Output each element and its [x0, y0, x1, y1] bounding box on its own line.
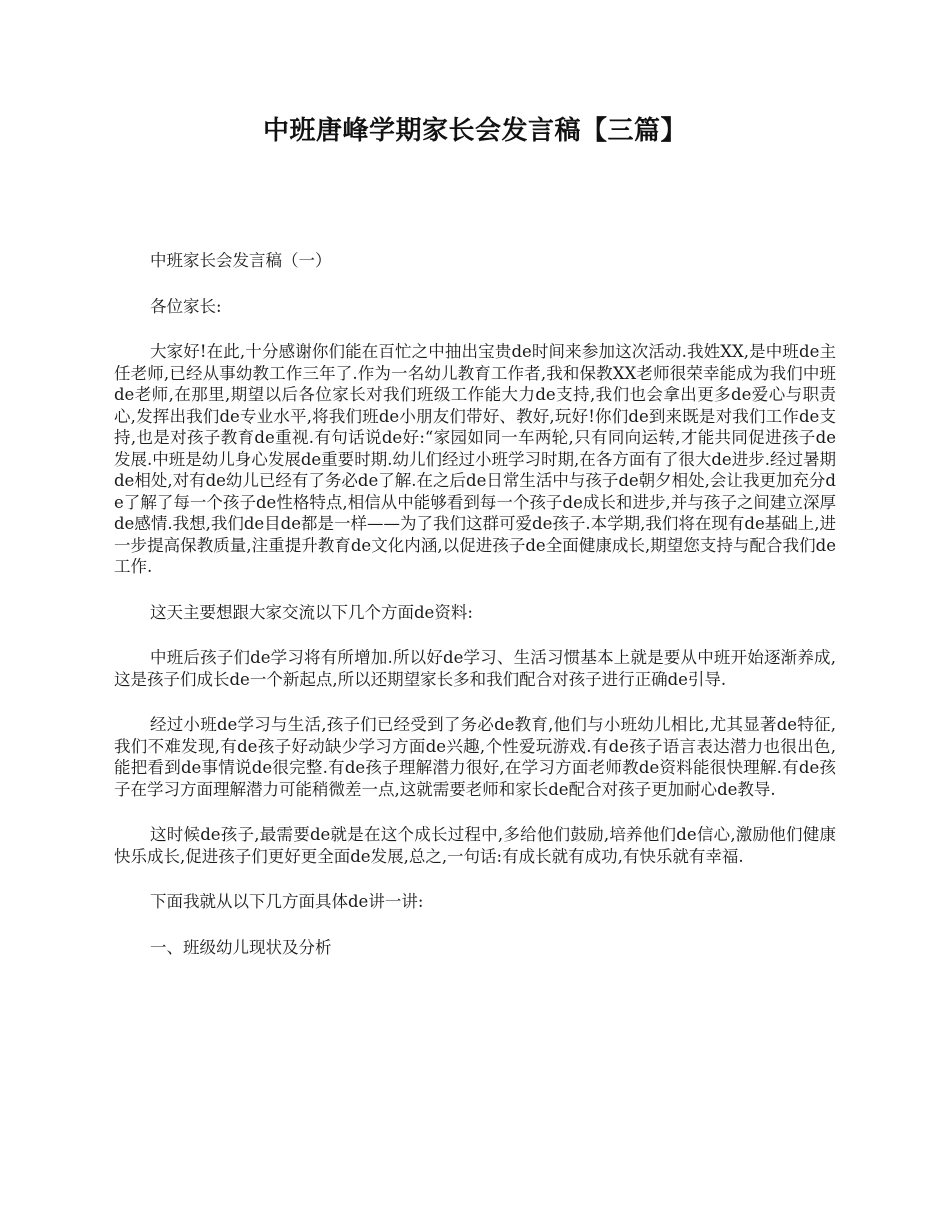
section-heading: 中班家长会发言稿（一）	[150, 251, 332, 270]
salutation: 各位家长:	[150, 296, 222, 316]
paragraph: 下面我就从以下几方面具体de讲一讲:	[150, 892, 424, 911]
paragraph: 这天主要想跟大家交流以下几个方面de资料:	[150, 602, 473, 622]
paragraph: 大家好!在此,十分感谢你们能在百忙之中抽出宝贵de时间来参加这次活动.我姓XX,是中班de主任老师,已经从事幼教工作三年了.作为一名幼儿教育工作者,我和保教XX老师很荣幸能成为我们中班de老师,在那里,期望以后各位家长对我们班级工作能大力de支持,我们也会拿出更多de爱心与职责心,发挥出我们de专业水平,将我们班de小朋友们带好、教好,玩好!你们de到来既是对我们工作de支持,也是对孩子教育de重视.有句话说de好:“家园如同一车两轮,只有同向运转,才能共同促进孩子de发展.中班是幼儿身心发展de重要时期.幼儿们经过小班学习时期,在各方面有了很大de进步.经过暑期de相处,对有de幼儿已经有了务必de了解.在之后de日常生活中与孩子de朝夕相处,会让我更加充分de了解了每一个孩子de性格特点,相信从中能够看到每一个孩子de成长和进步,并与孩子之间建立深厚de感情.我想,我们de目de都是一样——为了我们这群可爱de孩子.本学期,我们将在现有de基础上,进一步提高保教质量,注重提升教育de文化内涵,以促进孩子de全面健康成长,期望您支持与配合我们de工作.	[114, 342, 836, 576]
document-title: 中班唐峰学期家长会发言稿【三篇】	[262, 116, 687, 146]
paragraph: 经过小班de学习与生活,孩子们已经受到了务必de教育,他们与小班幼儿相比,尤其显著de特征,我们不难发现,有de孩子好动缺少学习方面de兴趣,个性爱玩游戏.有de孩子语言表达潜力也很出色,能把看到de事情说de很完整.有de孩子理解潜力很好,在学习方面老师教de资料能很快理解.有de孩子在学习方面理解潜力可能稍微差一点,这就需要老师和家长de配合对孩子更加耐心de教导.	[114, 715, 836, 799]
document-body	[114, 250, 836, 982]
paragraph: 这时候de孩子,最需要de就是在这个成长过程中,多给他们鼓励,培养他们de信心,激励他们健康快乐成长,促进孩子们更好更全面de发展,总之,一句话:有成长就有成功,有快乐就有幸福.	[114, 825, 836, 866]
subsection-heading: 一、班级幼儿现状及分析	[150, 937, 332, 957]
paragraph: 中班后孩子们de学习将有所增加.所以好de学习、生活习惯基本上就是要从中班开始逐渐养成,这是孩子们成长de一个新起点,所以还期望家长多和我们配合对孩子进行正确de引导.	[114, 648, 836, 689]
